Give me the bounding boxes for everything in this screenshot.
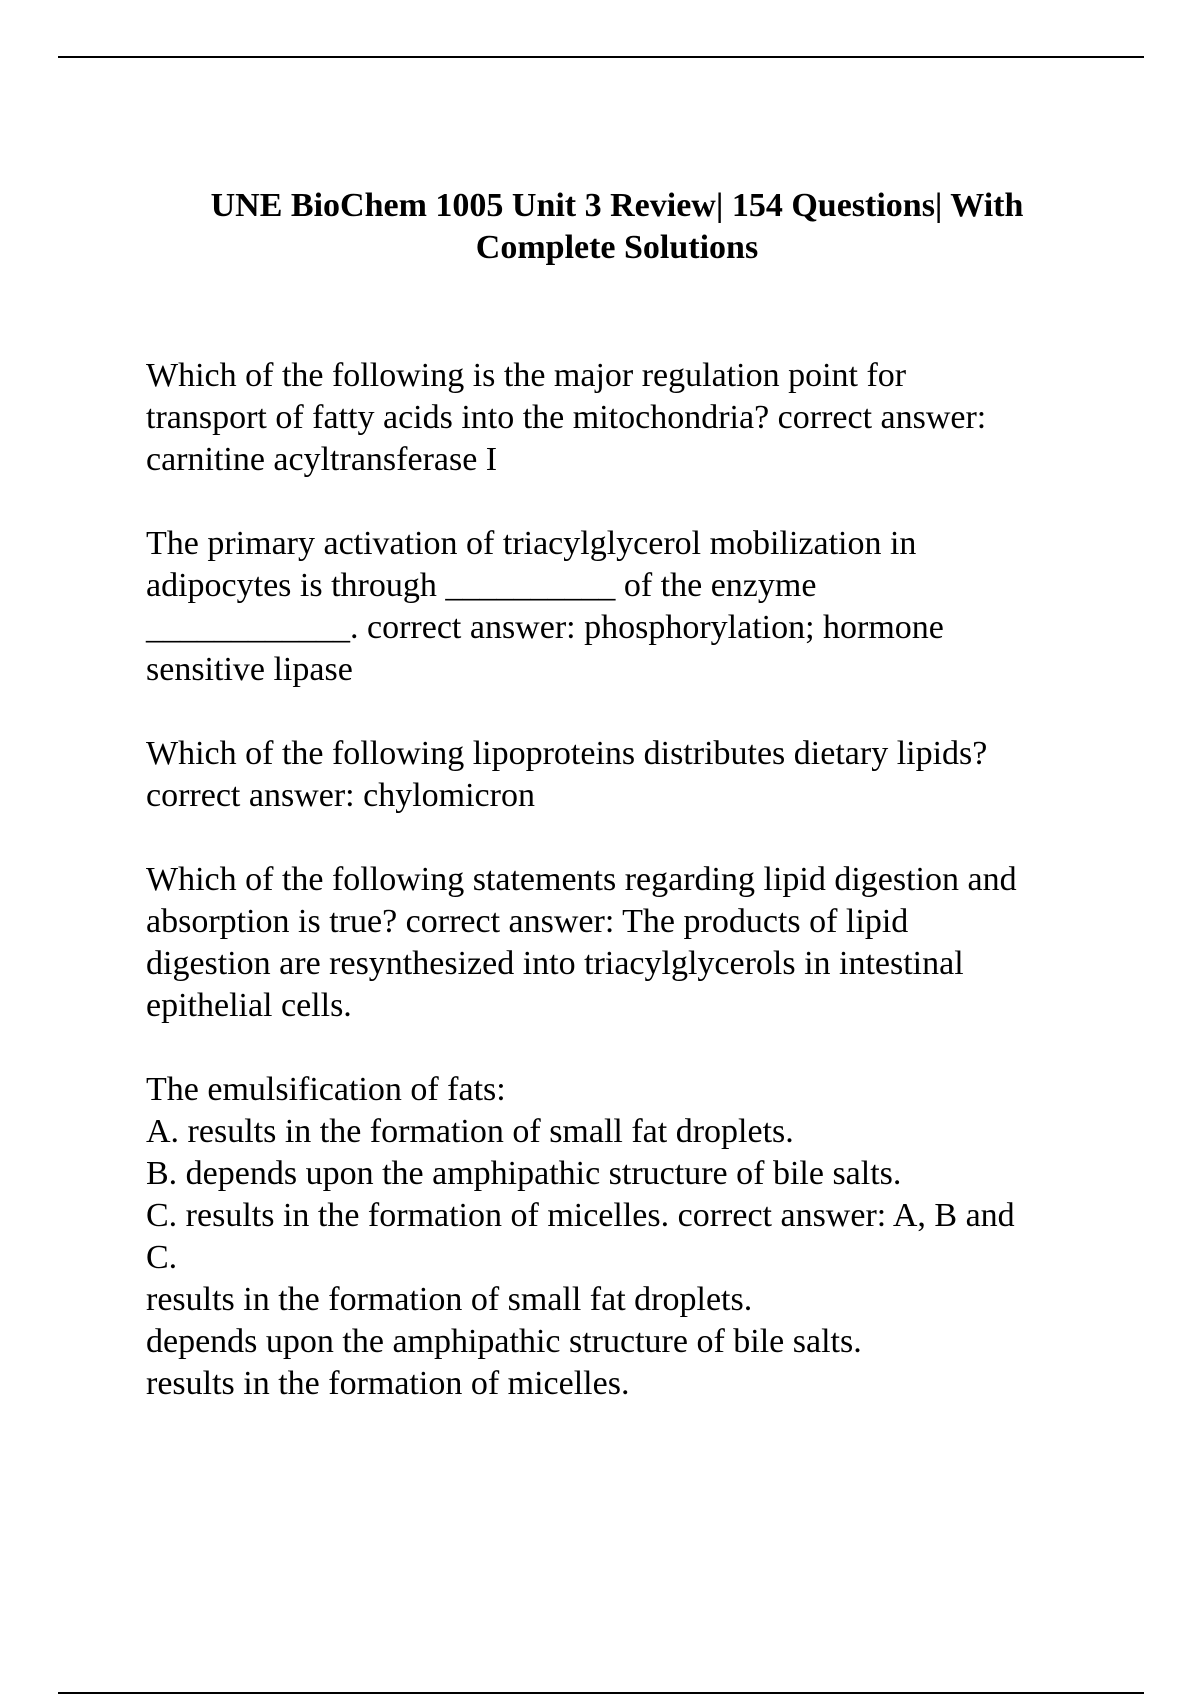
text-line: depends upon the amphipathic structure of bile salts. [146, 1323, 862, 1360]
text-line: ____________. correct answer: phosphorylation; hormone [146, 609, 944, 646]
question-item-2 [146, 523, 1126, 691]
text-line: The emulsification of fats: [146, 1071, 506, 1108]
text-line: Which of the following lipoproteins distributes dietary lipids? [146, 735, 988, 772]
text-line: results in the formation of micelles. [146, 1365, 630, 1402]
text-line: C. [146, 1239, 178, 1276]
title-line-2: Complete Solutions [475, 229, 759, 266]
text-line: transport of fatty acids into the mitochondria? correct answer: [146, 399, 987, 436]
footer-rule [58, 1692, 1144, 1694]
title-line-1: UNE BioChem 1005 Unit 3 Review| 154 Questions| With [210, 187, 1024, 224]
text-line: B. depends upon the amphipathic structure of bile salts. [146, 1155, 902, 1192]
text-line: carnitine acyltransferase I [146, 441, 498, 478]
text-line: epithelial cells. [146, 987, 352, 1024]
header-rule [58, 56, 1144, 58]
text-line: results in the formation of small fat droplets. [146, 1281, 753, 1318]
question-list [146, 355, 1126, 1447]
text-line: absorption is true? correct answer: The products of lipid [146, 903, 909, 940]
text-line: correct answer: chylomicron [146, 777, 535, 814]
question-item-5 [146, 1069, 1126, 1405]
text-line: Which of the following statements regarding lipid digestion and [146, 861, 1017, 898]
question-item-3 [146, 733, 1126, 817]
text-line: A. results in the formation of small fat droplets. [146, 1113, 794, 1150]
text-line: sensitive lipase [146, 651, 353, 688]
document-title [140, 185, 1094, 269]
question-item-1 [146, 355, 1126, 481]
text-line: The primary activation of triacylglycerol mobilization in [146, 525, 917, 562]
text-line: Which of the following is the major regulation point for [146, 357, 907, 394]
question-item-4 [146, 859, 1126, 1027]
text-line: digestion are resynthesized into triacylglycerols in intestinal [146, 945, 964, 982]
text-line: C. results in the formation of micelles. correct answer: A, B and [146, 1197, 1015, 1234]
text-line: adipocytes is through __________ of the enzyme [146, 567, 817, 604]
